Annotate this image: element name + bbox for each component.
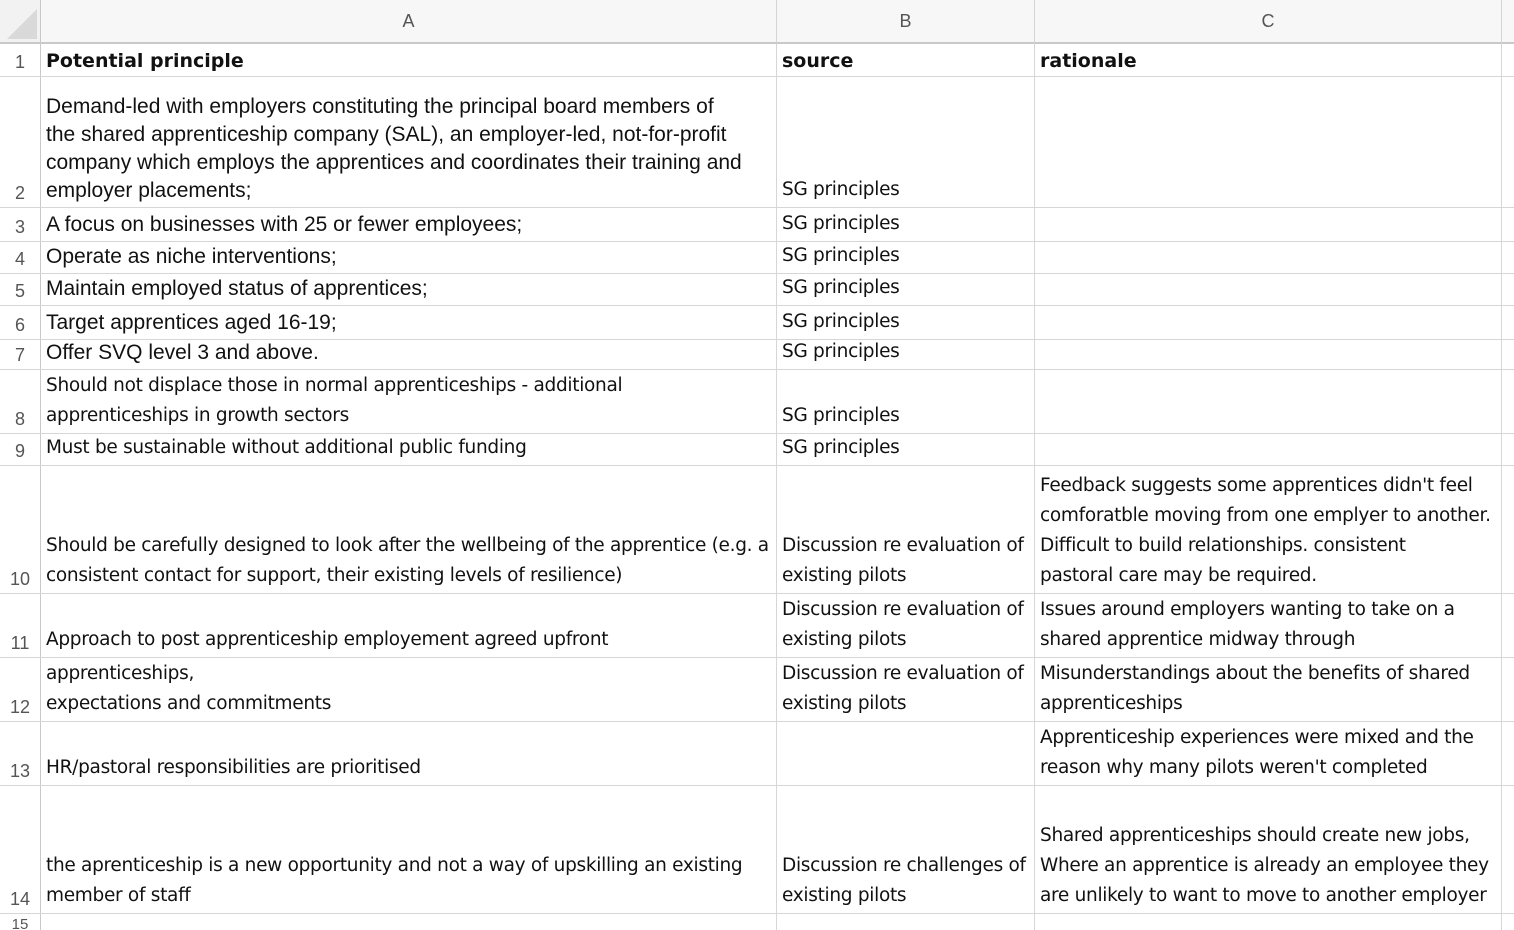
table-row <box>0 77 1514 208</box>
cell-c[interactable] <box>1035 786 1502 913</box>
cell-text: rationale <box>1040 50 1137 72</box>
table-row <box>0 44 1514 77</box>
row-number[interactable]: 3 <box>0 208 41 241</box>
cell-b[interactable] <box>777 914 1035 930</box>
column-header-d[interactable] <box>1502 0 1514 44</box>
cell-a[interactable] <box>41 306 777 339</box>
cell-text: Operate as niche interventions; <box>46 245 337 268</box>
cell-a[interactable] <box>41 242 777 273</box>
cell-d[interactable] <box>1502 594 1514 657</box>
cell-text: SG principles <box>782 341 900 362</box>
cell-text: Demand-led with employers constituting the principal board members of the shared apprenticeship company (SAL), an employer-led, not-for-profit company which employs the apprentices and coordinates their training and employer placements; <box>46 95 742 202</box>
cell-b[interactable] <box>777 434 1035 465</box>
cell-d[interactable] <box>1502 658 1514 721</box>
cell-text: Should be carefully designed to look after the wellbeing of the apprentice (e.g. a consistent contact for support, their existing levels of resilience) <box>46 535 769 586</box>
select-all-corner[interactable] <box>0 0 41 44</box>
table-row <box>0 466 1514 594</box>
cell-b[interactable] <box>777 466 1035 593</box>
cell-d[interactable] <box>1502 77 1514 207</box>
row-number[interactable]: 15 <box>0 914 41 930</box>
cell-text: Apprenticeship experiences were mixed and the reason why many pilots weren't completed <box>1040 727 1474 778</box>
cell-text: SG principles <box>782 405 900 426</box>
cell-b[interactable] <box>777 594 1035 657</box>
cell-b[interactable] <box>777 44 1035 76</box>
cell-c[interactable] <box>1035 594 1502 657</box>
row-number[interactable]: 12 <box>0 658 41 721</box>
table-row <box>0 274 1514 306</box>
table-row <box>0 914 1514 930</box>
cell-b[interactable] <box>777 722 1035 785</box>
column-header-b[interactable]: B <box>777 0 1035 44</box>
cell-text: SG principles <box>782 437 900 458</box>
row-number[interactable]: 6 <box>0 306 41 339</box>
column-header-c[interactable]: C <box>1035 0 1502 44</box>
cell-text: source <box>782 50 854 72</box>
cell-text: Potential principle <box>46 50 244 72</box>
cell-text: SG principles <box>782 245 900 266</box>
cell-a[interactable] <box>41 340 777 369</box>
cell-d[interactable] <box>1502 466 1514 593</box>
cell-text: A focus on businesses with 25 or fewer employees; <box>46 213 523 236</box>
cell-text: Shared apprenticeships should create new jobs, Where an apprentice is already an employee they are unlikely to want to move to another employer <box>1040 825 1489 906</box>
cell-c[interactable] <box>1035 274 1502 305</box>
row-number[interactable]: 7 <box>0 340 41 369</box>
cell-a[interactable] <box>41 274 777 305</box>
cell-text: Discussion re evaluation of existing pilots <box>782 599 1024 650</box>
row-number[interactable]: 1 <box>0 44 41 76</box>
cell-a[interactable] <box>41 44 777 76</box>
cell-text: Discussion re evaluation of existing pilots <box>782 663 1024 714</box>
cell-b[interactable] <box>777 786 1035 913</box>
table-row <box>0 434 1514 466</box>
cell-b[interactable] <box>777 306 1035 339</box>
cell-text: Misunderstandings about the benefits of shared apprenticeships <box>1040 663 1470 714</box>
cell-d[interactable] <box>1502 306 1514 339</box>
cell-b[interactable] <box>777 274 1035 305</box>
cell-text: Should not displace those in normal apprenticeships - additional apprenticeships in growth sectors <box>46 375 623 426</box>
table-row <box>0 340 1514 370</box>
cell-text: Target apprentices aged 16-19; <box>46 311 337 334</box>
cell-text: Issues around employers wanting to take on a shared apprentice midway through <box>1040 599 1455 650</box>
cell-text: Offer SVQ level 3 and above. <box>46 341 319 364</box>
cell-d[interactable] <box>1502 786 1514 913</box>
cell-text: SG principles <box>782 213 900 234</box>
cell-a[interactable] <box>41 658 777 721</box>
row-number[interactable]: 4 <box>0 242 41 273</box>
cell-c[interactable] <box>1035 340 1502 369</box>
cell-c[interactable] <box>1035 722 1502 785</box>
cell-c[interactable] <box>1035 242 1502 273</box>
cell-b[interactable] <box>777 77 1035 207</box>
cell-c[interactable] <box>1035 466 1502 593</box>
cell-a[interactable] <box>41 434 777 465</box>
cell-d[interactable] <box>1502 340 1514 369</box>
row-number[interactable]: 13 <box>0 722 41 785</box>
cell-c[interactable] <box>1035 370 1502 433</box>
table-row <box>0 370 1514 434</box>
cell-d[interactable] <box>1502 434 1514 465</box>
row-number[interactable]: 14 <box>0 786 41 913</box>
cell-c[interactable] <box>1035 658 1502 721</box>
cell-text: SG principles <box>782 277 900 298</box>
cell-text: Discussion re evaluation of existing pilots <box>782 535 1024 586</box>
cell-b[interactable] <box>777 208 1035 241</box>
cell-a[interactable] <box>41 786 777 913</box>
cell-text: Approach to post apprenticeship employement agreed upfront <box>46 629 609 650</box>
table-row <box>0 722 1514 786</box>
cell-a[interactable] <box>41 208 777 241</box>
cell-a[interactable] <box>41 722 777 785</box>
cell-text: Feedback suggests some apprentices didn't feel comforatble moving from one emplyer to another. Difficult to build relationships. consistent pastoral care may be required. <box>1040 475 1491 586</box>
cell-c[interactable] <box>1035 44 1502 76</box>
row-number[interactable]: 2 <box>0 77 41 207</box>
table-row <box>0 786 1514 914</box>
cell-d[interactable] <box>1502 370 1514 433</box>
cell-a[interactable] <box>41 594 777 657</box>
cell-text: the aprenticeship is a new opportunity and not a way of upskilling an existing member of staff <box>46 855 743 906</box>
row-number[interactable]: 10 <box>0 466 41 593</box>
cell-d[interactable] <box>1502 914 1514 930</box>
cell-a[interactable] <box>41 914 777 930</box>
cell-d[interactable] <box>1502 208 1514 241</box>
cell-a[interactable] <box>41 370 777 433</box>
cell-a[interactable] <box>41 466 777 593</box>
cell-text: HR/pastoral responsibilities are prioritised <box>46 757 421 778</box>
cell-d[interactable] <box>1502 722 1514 785</box>
cell-b[interactable] <box>777 370 1035 433</box>
cell-b[interactable] <box>777 242 1035 273</box>
table-row <box>0 658 1514 722</box>
cell-a[interactable] <box>41 77 777 207</box>
row-number[interactable]: 11 <box>0 594 41 657</box>
table-row <box>0 242 1514 274</box>
cell-c[interactable] <box>1035 77 1502 207</box>
cell-c[interactable] <box>1035 914 1502 930</box>
cell-text: apprenticeships, expectations and commitments <box>46 663 332 714</box>
row-number[interactable]: 9 <box>0 434 41 465</box>
select-all-triangle-icon <box>7 9 37 39</box>
table-row <box>0 208 1514 242</box>
cell-text: SG principles <box>782 311 900 332</box>
cell-b[interactable] <box>777 658 1035 721</box>
cell-text: Must be sustainable without additional public funding <box>46 437 527 458</box>
table-row <box>0 306 1514 340</box>
cell-d[interactable] <box>1502 242 1514 273</box>
cell-c[interactable] <box>1035 306 1502 339</box>
cell-b[interactable] <box>777 340 1035 369</box>
cell-text: Discussion re challenges of existing pilots <box>782 855 1026 906</box>
row-number[interactable]: 8 <box>0 370 41 433</box>
cell-c[interactable] <box>1035 208 1502 241</box>
cell-c[interactable] <box>1035 434 1502 465</box>
cell-text: SG principles <box>782 179 900 200</box>
row-number[interactable]: 5 <box>0 274 41 305</box>
cell-text: Maintain employed status of apprentices; <box>46 277 428 300</box>
table-row <box>0 594 1514 658</box>
cell-d[interactable] <box>1502 274 1514 305</box>
cell-d[interactable] <box>1502 44 1514 76</box>
column-header-a[interactable]: A <box>41 0 777 44</box>
